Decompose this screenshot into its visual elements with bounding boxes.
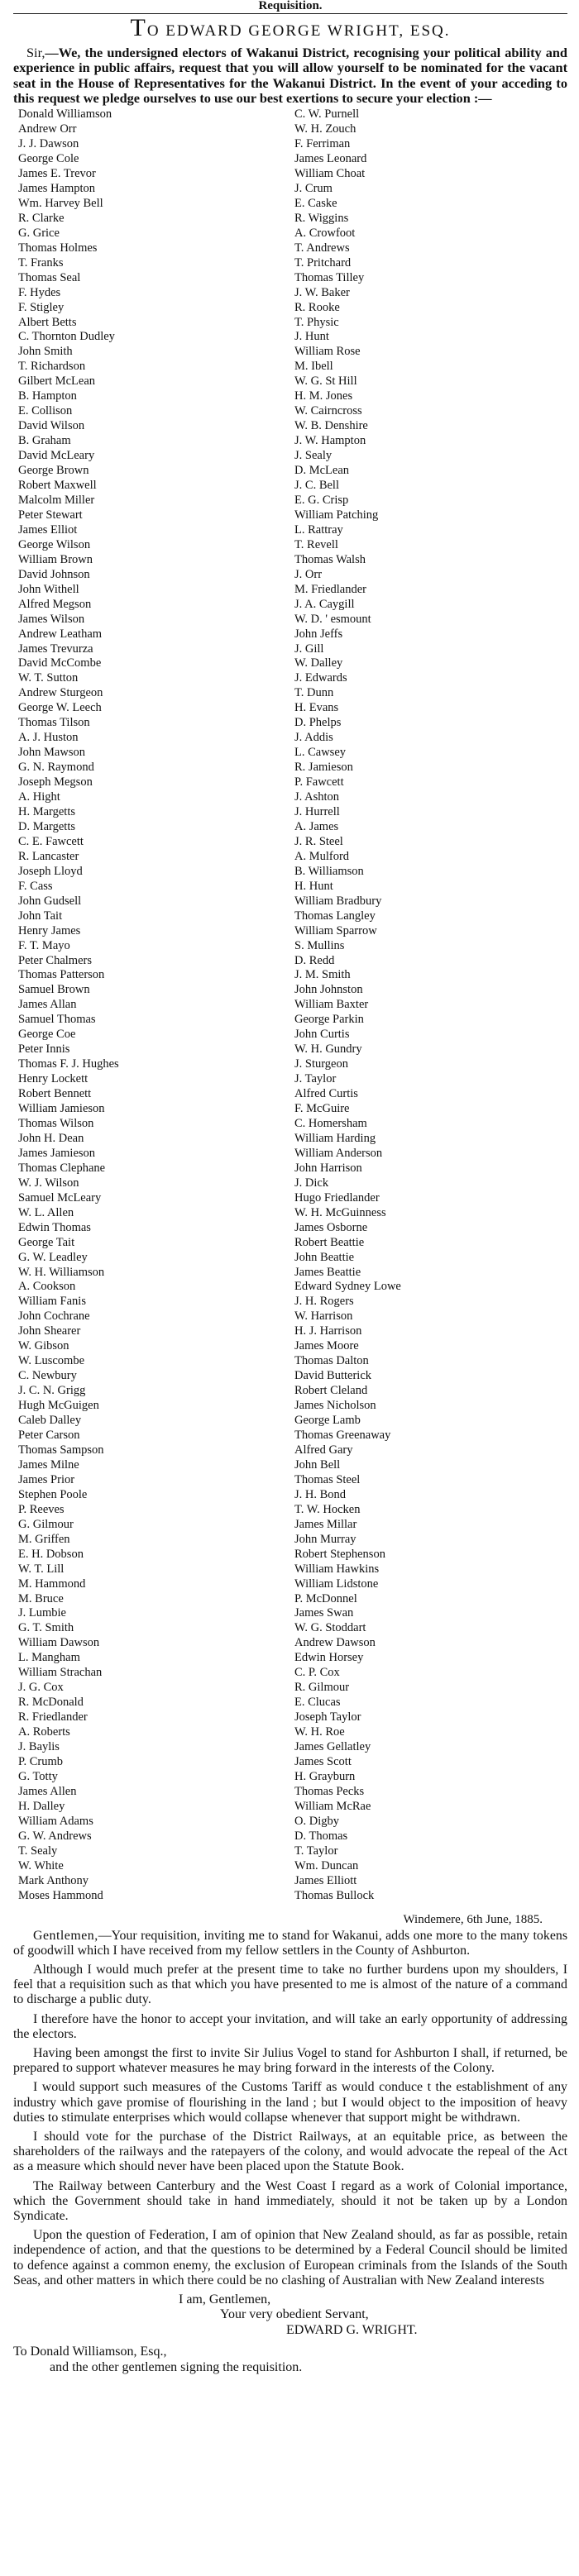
signatory-name: Edward Sydney Lowe bbox=[294, 1280, 401, 1294]
signatory-name: E. Collison bbox=[18, 404, 73, 418]
signatory-name: George Tait bbox=[18, 1235, 75, 1249]
signatory-name: D. McLean bbox=[294, 464, 350, 478]
signatory-name: Alfred Curtis bbox=[294, 1087, 358, 1101]
signatory-name: John Smith bbox=[18, 345, 73, 359]
signatory-name: John Cochrane bbox=[18, 1309, 90, 1324]
signatory-name: Malcolm Miller bbox=[18, 493, 95, 507]
signatory-name: C. Newbury bbox=[18, 1369, 77, 1383]
signatory-name: B. Graham bbox=[18, 434, 71, 448]
signatory-name: E. H. Dobson bbox=[18, 1547, 84, 1561]
reply-paragraph: I would support such measures of the Customs Tariff as would conduce t the establishment of any industry which gave promise of flourishing in the land ; but I would object to the imposition of heavy duties to stimulate enterprises which would collapse whenever that support might be withdrawn. bbox=[13, 2080, 567, 2125]
signatory-name: O. Digby bbox=[294, 1814, 339, 1828]
reply-paragraph: Although I would much prefer at the present time to take no further burdens upon my shoulders, I feel that a requisition such as that which you have presented to me is almost of the nature of a command to discharge a public duty. bbox=[13, 1962, 567, 2007]
signatory-name: C. Homersham bbox=[294, 1117, 367, 1130]
signatory-name: Samuel McLeary bbox=[18, 1190, 102, 1205]
signatory-name: R. Rooke bbox=[294, 300, 340, 314]
signatory-name: Thomas Patterson bbox=[18, 968, 105, 982]
signatory-name: John Beattie bbox=[294, 1250, 355, 1264]
signatory-name: J. A. Caygill bbox=[294, 597, 355, 611]
signatory-name: William McRae bbox=[294, 1799, 371, 1813]
signatory-name: James Jamieson bbox=[18, 1146, 96, 1160]
signatory-name: W. H. Roe bbox=[294, 1725, 345, 1739]
signatory-name: Alfred Gary bbox=[294, 1443, 353, 1457]
signatory-name: John Tait bbox=[18, 909, 63, 923]
signatory-name: Henry Lockett bbox=[18, 1072, 89, 1086]
signatory-name: Joseph Lloyd bbox=[18, 864, 83, 878]
signatory-name: W. Luscombe bbox=[18, 1354, 85, 1368]
signatory-name: William Rose bbox=[294, 345, 361, 359]
signatory-name: John Mawson bbox=[18, 746, 85, 760]
signatory-name: Hugo Friedlander bbox=[294, 1190, 380, 1205]
signatory-name: J. W. Hampton bbox=[294, 434, 366, 448]
signatory-name: James Hampton bbox=[18, 181, 96, 195]
signatory-name: B. Hampton bbox=[18, 389, 77, 403]
signatory-name: B. Williamson bbox=[294, 864, 364, 878]
signatory-name: James Beattie bbox=[294, 1265, 361, 1279]
signatory-name: W. L. Allen bbox=[18, 1205, 74, 1219]
signatory-name: William Baxter bbox=[294, 998, 369, 1012]
reply-paragraph: I therefore have the honor to accept your invitation, and will take an early opportunity of addressing the electors. bbox=[13, 2011, 567, 2041]
signatory-name: G. T. Smith bbox=[18, 1621, 74, 1635]
signatory-name: E. Clucas bbox=[294, 1696, 341, 1710]
signatory-name: H. Margetts bbox=[18, 804, 76, 818]
signatory-name: James Leonard bbox=[294, 152, 367, 166]
signatory-name: T. W. Hocken bbox=[294, 1502, 361, 1516]
signatory-name: Edwin Thomas bbox=[18, 1220, 91, 1234]
signatory-name: M. Friedlander bbox=[294, 582, 366, 596]
signatory-name: John Bell bbox=[294, 1457, 341, 1472]
signatory-name: T. Revell bbox=[294, 537, 338, 551]
signatory-name: Gilbert McLean bbox=[18, 374, 96, 389]
reply-paragraph: Having been amongst the first to invite Sir Julius Vogel to stand for Ashburton I shall, if returned, be prepared to support whatever measures he may bring forward in the interests of the Colony. bbox=[13, 2045, 567, 2076]
signatory-name: J. Baylis bbox=[18, 1740, 60, 1754]
addressee-text: O EDWARD GEORGE WRIGHT, ESQ. bbox=[146, 22, 451, 40]
signatory-name: W. Dalley bbox=[294, 656, 343, 670]
signatory-name: James Gellatley bbox=[294, 1740, 371, 1754]
signatory-name: William Anderson bbox=[294, 1146, 383, 1160]
signatory-name: T. Richardson bbox=[18, 360, 86, 374]
signatory-name: John Shearer bbox=[18, 1324, 81, 1338]
signatory-name: E. Caske bbox=[294, 196, 337, 210]
signatory-name: R. Friedlander bbox=[18, 1710, 88, 1724]
signatory-name: J. Taylor bbox=[294, 1072, 337, 1086]
signatory-name: William Adams bbox=[18, 1814, 93, 1828]
signatory-name: Caleb Dalley bbox=[18, 1414, 82, 1428]
signatory-name: David McLeary bbox=[18, 449, 95, 463]
signatory-name: Thomas Bullock bbox=[294, 1888, 375, 1902]
signatory-name: G. W. Andrews bbox=[18, 1829, 92, 1843]
signatory-name: F. T. Mayo bbox=[18, 938, 70, 952]
requisition-salutation: Sir, bbox=[26, 45, 45, 60]
reply-dateline: Windemere, 6th June, 1885. bbox=[403, 1912, 543, 1926]
signatory-name: W. White bbox=[18, 1858, 64, 1872]
signatory-name: R. Gilmour bbox=[294, 1681, 350, 1695]
signatory-name: George Wilson bbox=[18, 537, 91, 551]
signatory-name: C. Thornton Dudley bbox=[18, 330, 115, 344]
signatory-name: David McCombe bbox=[18, 656, 102, 670]
signatory-name: William Fanis bbox=[18, 1295, 86, 1309]
signatory-name: G. Totty bbox=[18, 1769, 58, 1783]
signatory-name: William Harding bbox=[294, 1131, 376, 1145]
requisition-body: —We, the undersigned electors of Wakanui District, recognising your political ability and experience in public affairs, request that you will allow yourself to be nominated for the vacant seat in the House of Representatives for the Wakanui District. In the event of your acceding to this request we pledge ourselves to use our best exertions to secure your election :— bbox=[13, 45, 567, 106]
signatory-name: James Moore bbox=[294, 1339, 359, 1353]
signatory-name: J. Hurrell bbox=[294, 804, 340, 818]
signatory-name: Wm. Duncan bbox=[294, 1858, 359, 1872]
signatory-name: J. Gill bbox=[294, 642, 324, 656]
signatory-name: J. C. N. Grigg bbox=[18, 1384, 86, 1398]
signatory-name: C. P. Cox bbox=[294, 1666, 340, 1680]
signatory-name: William Hawkins bbox=[294, 1562, 380, 1576]
page-heading: Requisition. bbox=[258, 0, 323, 12]
reply-paragraph-first bbox=[13, 1929, 567, 1958]
heading-rule bbox=[13, 13, 567, 14]
signatory-name: Mark Anthony bbox=[18, 1873, 89, 1887]
closing-signature: EDWARD G. WRIGHT. bbox=[286, 2322, 418, 2337]
signatory-name: T. Taylor bbox=[294, 1844, 338, 1858]
signatory-name: Thomas Sampson bbox=[18, 1443, 104, 1457]
signatory-name: T. Pritchard bbox=[294, 255, 352, 270]
addressee-line bbox=[13, 14, 567, 41]
signatory-name: G. Gilmour bbox=[18, 1517, 74, 1531]
signatory-name: William Dawson bbox=[18, 1636, 100, 1650]
signatory-name: J. W. Baker bbox=[294, 285, 350, 299]
signatory-name: George W. Leech bbox=[18, 701, 102, 715]
signatory-name: P. Reeves bbox=[18, 1502, 65, 1516]
signatory-name: F. Hydes bbox=[18, 285, 61, 299]
signatory-name: Thomas Dalton bbox=[294, 1354, 369, 1368]
signatory-name: W. G. Stoddart bbox=[294, 1621, 366, 1635]
signatory-name: George Lamb bbox=[294, 1414, 361, 1428]
signatory-name: Peter Carson bbox=[18, 1429, 80, 1443]
signatory-name: E. G. Crisp bbox=[294, 493, 349, 507]
signatory-name: D. Thomas bbox=[294, 1829, 348, 1843]
signatory-name: Joseph Megson bbox=[18, 775, 93, 789]
signatory-name: C. W. Purnell bbox=[294, 107, 360, 122]
signatory-name: Thomas Greenaway bbox=[294, 1429, 391, 1443]
signatory-name: H. J. Harrison bbox=[294, 1324, 362, 1338]
signatory-name: Moses Hammond bbox=[18, 1888, 103, 1902]
signatory-name: Thomas Tilley bbox=[294, 270, 365, 284]
signatory-name: A. J. Huston bbox=[18, 731, 79, 745]
signatory-name: J. Dick bbox=[294, 1176, 329, 1190]
reply-paragraph: The Railway between Canterbury and the West Coast I regard as a work of Colonial importance, which the Government should take in hand immediately, should it not be taken up by a London Syndicate. bbox=[13, 2178, 567, 2223]
signatory-name: J. J. Dawson bbox=[18, 137, 79, 151]
signatory-name: G. W. Leadley bbox=[18, 1250, 88, 1264]
signatory-name: Robert Maxwell bbox=[18, 479, 97, 493]
signatory-name: Wm. Harvey Bell bbox=[18, 196, 103, 210]
signatory-name: Robert Bennett bbox=[18, 1087, 92, 1101]
closing-line-servant: Your very obedient Servant, bbox=[220, 2307, 369, 2322]
signatory-list-right bbox=[294, 107, 543, 1903]
signatory-name: R. McDonald bbox=[18, 1696, 84, 1710]
signatory-name: George Brown bbox=[18, 464, 89, 478]
signatory-name: G. Grice bbox=[18, 226, 60, 240]
signatory-name: M. Hammond bbox=[18, 1577, 86, 1591]
signatory-name: John Murray bbox=[294, 1532, 356, 1546]
signatory-name: William Jamieson bbox=[18, 1102, 105, 1116]
signatory-name: Thomas Clephane bbox=[18, 1161, 106, 1175]
signatory-name: Stephen Poole bbox=[18, 1487, 88, 1501]
signatory-name: R. Jamieson bbox=[294, 761, 353, 775]
reply-paragraph: Upon the question of Federation, I am of opinion that New Zealand should, as far as possible, retain independence of action, and that the questions to be determined by a Federal Council should be limited to defence against a common enemy, the exclusion of European criminals from the Islands of the South Seas, and other matters in which there could be no clashing of Australian with New Zealand interests bbox=[13, 2228, 567, 2287]
signatory-name: David Wilson bbox=[18, 419, 85, 433]
signatory-name: F. McGuire bbox=[294, 1102, 350, 1116]
signatory-name: W. H. McGuinness bbox=[294, 1205, 386, 1219]
signatory-name: T. Sealy bbox=[18, 1844, 58, 1858]
signatory-name: A. Crowfoot bbox=[294, 226, 356, 240]
signatory-name: Thomas Steel bbox=[294, 1472, 361, 1486]
signatory-name: T. Dunn bbox=[294, 686, 334, 700]
signatory-name: H. Grayburn bbox=[294, 1769, 356, 1783]
signatory-name: James Osborne bbox=[294, 1220, 368, 1234]
reply-paragraph: I should vote for the purchase of the District Railways, at an equitable price, as between the shareholders of the railways and the ratepayers of the colony, and would advocate the repeal of the Act as a measure which should never have been placed upon the Statute Book. bbox=[13, 2129, 567, 2174]
signatory-name: J. Lumbie bbox=[18, 1606, 66, 1620]
signatory-name: T. Andrews bbox=[294, 241, 350, 255]
signatory-name: Henry James bbox=[18, 923, 81, 937]
closing-line-regards: I am, Gentlemen, bbox=[179, 2292, 271, 2306]
signatory-name: H. Hunt bbox=[294, 879, 333, 893]
signatory-name: W. Harrison bbox=[294, 1309, 353, 1324]
signatory-name: D. Phelps bbox=[294, 716, 342, 730]
reply-salutation: Gentlemen, bbox=[33, 1928, 98, 1943]
signatory-name: Albert Betts bbox=[18, 315, 77, 329]
signatory-name: Thomas Seal bbox=[18, 270, 81, 284]
reply-closing bbox=[13, 2292, 567, 2376]
signatory-name: W. H. Gundry bbox=[294, 1042, 362, 1057]
signatory-name: R. Wiggins bbox=[294, 211, 349, 225]
signatory-name: J. Sturgeon bbox=[294, 1057, 348, 1071]
signatory-name: J. Addis bbox=[294, 731, 333, 745]
signatory-name: J. Hunt bbox=[294, 330, 329, 344]
signatory-name: J. Sealy bbox=[294, 449, 333, 463]
reply-paragraph-text: —Your requisition, inviting me to stand for Wakanui, adds one more to the many tokens of goodwill which I have received from my fellow settlers in the County of Ashburton. bbox=[13, 1928, 567, 1958]
signatory-name: H. M. Jones bbox=[294, 389, 353, 403]
signatory-name: T. Franks bbox=[18, 255, 64, 270]
signatory-name: T. Physic bbox=[294, 315, 339, 329]
signatory-name: J. M. Smith bbox=[294, 968, 351, 982]
signatory-name: H. Dalley bbox=[18, 1799, 65, 1813]
signatory-name: D. Margetts bbox=[18, 819, 76, 833]
signatory-name: Robert Beattie bbox=[294, 1235, 365, 1249]
signatory-name: Joseph Taylor bbox=[294, 1710, 361, 1724]
signatory-name: Hugh McGuigen bbox=[18, 1399, 99, 1413]
signatory-name: William Bradbury bbox=[294, 894, 382, 908]
signatory-name: J. H. Bond bbox=[294, 1487, 347, 1501]
signatory-name: James Allan bbox=[18, 998, 77, 1012]
signatory-name: J. G. Cox bbox=[18, 1681, 64, 1695]
signatory-name: A. Roberts bbox=[18, 1725, 70, 1739]
signatory-name: A. Cookson bbox=[18, 1280, 76, 1294]
signatory-name: P. McDonnel bbox=[294, 1591, 357, 1605]
signatory-name: W. T. Sutton bbox=[18, 671, 79, 685]
signatory-name: Thomas Walsh bbox=[294, 552, 366, 566]
signatory-name: William Patching bbox=[294, 508, 379, 522]
signatory-name: Thomas Pecks bbox=[294, 1784, 365, 1798]
signatory-name: M. Ibell bbox=[294, 360, 333, 374]
signatory-name: Samuel Thomas bbox=[18, 1013, 96, 1027]
signatory-name: W. D. ' esmount bbox=[294, 612, 371, 626]
signatory-name: Andrew Orr bbox=[18, 122, 77, 136]
signatory-name: Peter Stewart bbox=[18, 508, 83, 522]
signatory-name: F. Ferriman bbox=[294, 137, 351, 151]
signatory-name: G. N. Raymond bbox=[18, 761, 94, 775]
signatory-name: Edwin Horsey bbox=[294, 1651, 364, 1665]
signatory-name: George Parkin bbox=[294, 1013, 364, 1027]
signatory-name: J. C. Bell bbox=[294, 479, 339, 493]
addressee-initial: T bbox=[130, 14, 147, 41]
signatory-name: William Brown bbox=[18, 552, 93, 566]
signatory-name: James Prior bbox=[18, 1472, 75, 1486]
signatory-name: W. J. Wilson bbox=[18, 1176, 79, 1190]
signatory-name: M. Bruce bbox=[18, 1591, 64, 1605]
signatory-name: Robert Stephenson bbox=[294, 1547, 385, 1561]
signatory-name: D. Redd bbox=[294, 953, 335, 967]
signatory-name: A. Hight bbox=[18, 790, 60, 804]
signatory-name: William Choat bbox=[294, 167, 366, 180]
signatory-name: Donald Williamson bbox=[18, 107, 112, 122]
closing-recipient-others: and the other gentlemen signing the requisition. bbox=[50, 2359, 303, 2374]
signatory-name: R. Clarke bbox=[18, 211, 65, 225]
signatory-name: Alfred Megson bbox=[18, 597, 92, 611]
signatory-name: W. B. Denshire bbox=[294, 419, 368, 433]
signatory-name: J. Orr bbox=[294, 567, 323, 581]
signatory-name: W. T. Lill bbox=[18, 1562, 65, 1576]
signatory-name: James Elliott bbox=[294, 1873, 357, 1887]
signatory-name: James E. Trevor bbox=[18, 167, 96, 180]
closing-recipient: To Donald Williamson, Esq., bbox=[13, 2345, 167, 2359]
signatory-name: M. Griffen bbox=[18, 1532, 70, 1546]
signatory-name: L. Mangham bbox=[18, 1651, 80, 1665]
signatory-name: P. Crumb bbox=[18, 1754, 63, 1768]
signatory-name: Thomas F. J. Hughes bbox=[18, 1057, 119, 1071]
signatory-name: Thomas Langley bbox=[294, 909, 376, 923]
signatory-name: George Coe bbox=[18, 1028, 76, 1042]
signatory-list-left bbox=[13, 107, 258, 1903]
signatory-name: James Nicholson bbox=[294, 1399, 376, 1413]
signatory-name: A. James bbox=[294, 819, 339, 833]
signatory-name: Peter Innis bbox=[18, 1042, 70, 1057]
signatory-name: John Jeffs bbox=[294, 627, 343, 641]
signatory-name: L. Cawsey bbox=[294, 746, 347, 760]
signatory-name: Thomas Wilson bbox=[18, 1117, 94, 1130]
signatory-name: A. Mulford bbox=[294, 849, 350, 863]
signatory-name: James Scott bbox=[294, 1754, 352, 1768]
signatory-name: James Elliot bbox=[18, 522, 78, 537]
signatory-name: Peter Chalmers bbox=[18, 953, 92, 967]
signatory-name: W. H. Williamson bbox=[18, 1265, 105, 1279]
signatory-name: George Cole bbox=[18, 152, 79, 166]
signatory-name: Andrew Dawson bbox=[294, 1636, 376, 1650]
signatory-name: Samuel Brown bbox=[18, 983, 90, 997]
requisition-paragraph bbox=[13, 45, 567, 106]
signatory-name: Robert Cleland bbox=[294, 1384, 368, 1398]
signatory-name: James Swan bbox=[294, 1606, 354, 1620]
signatory-name: Andrew Sturgeon bbox=[18, 686, 103, 700]
signatory-name: David Butterick bbox=[294, 1369, 372, 1383]
signatory-name: F. Stigley bbox=[18, 300, 65, 314]
signatory-name: W. H. Zouch bbox=[294, 122, 356, 136]
signatory-name: John Gudsell bbox=[18, 894, 82, 908]
signatory-name: L. Rattray bbox=[294, 522, 343, 537]
signatory-name: F. Cass bbox=[18, 879, 53, 893]
signatory-name: John Harrison bbox=[294, 1161, 362, 1175]
signatory-name: R. Lancaster bbox=[18, 849, 79, 863]
reply-letter bbox=[13, 1929, 567, 2288]
signatory-name: John Curtis bbox=[294, 1028, 350, 1042]
signatory-name: Thomas Tilson bbox=[18, 716, 90, 730]
signatory-name: S. Mullins bbox=[294, 938, 345, 952]
signatory-name: J. R. Steel bbox=[294, 834, 343, 848]
signatory-name: William Sparrow bbox=[294, 923, 377, 937]
signatory-name: William Lidstone bbox=[294, 1577, 379, 1591]
signatory-name: J. H. Rogers bbox=[294, 1295, 354, 1309]
signatory-name: J. Ashton bbox=[294, 790, 339, 804]
signatory-name: James Trevurza bbox=[18, 642, 93, 656]
signatory-name: David Johnson bbox=[18, 567, 90, 581]
signatory-name: W. G. St Hill bbox=[294, 374, 357, 389]
signatory-name: W. Gibson bbox=[18, 1339, 69, 1353]
signatory-name: J. Edwards bbox=[294, 671, 347, 685]
signatory-name: James Millar bbox=[294, 1517, 357, 1531]
signatory-name: James Wilson bbox=[18, 612, 85, 626]
signatory-name: H. Evans bbox=[294, 701, 339, 715]
signatory-name: William Strachan bbox=[18, 1666, 103, 1680]
signatory-name: C. E. Fawcett bbox=[18, 834, 84, 848]
signatory-name: P. Fawcett bbox=[294, 775, 344, 789]
signatory-name: Thomas Holmes bbox=[18, 241, 98, 255]
signatory-name: W. Cairncross bbox=[294, 404, 362, 418]
signatory-name: Andrew Leatham bbox=[18, 627, 103, 641]
signatory-name: John Withell bbox=[18, 582, 79, 596]
signatory-columns bbox=[13, 107, 567, 1903]
signatory-name: John H. Dean bbox=[18, 1131, 84, 1145]
signatory-name: J. Crum bbox=[294, 181, 333, 195]
signatory-name: John Johnston bbox=[294, 983, 363, 997]
signatory-name: James Allen bbox=[18, 1784, 77, 1798]
signatory-name: James Milne bbox=[18, 1457, 79, 1472]
